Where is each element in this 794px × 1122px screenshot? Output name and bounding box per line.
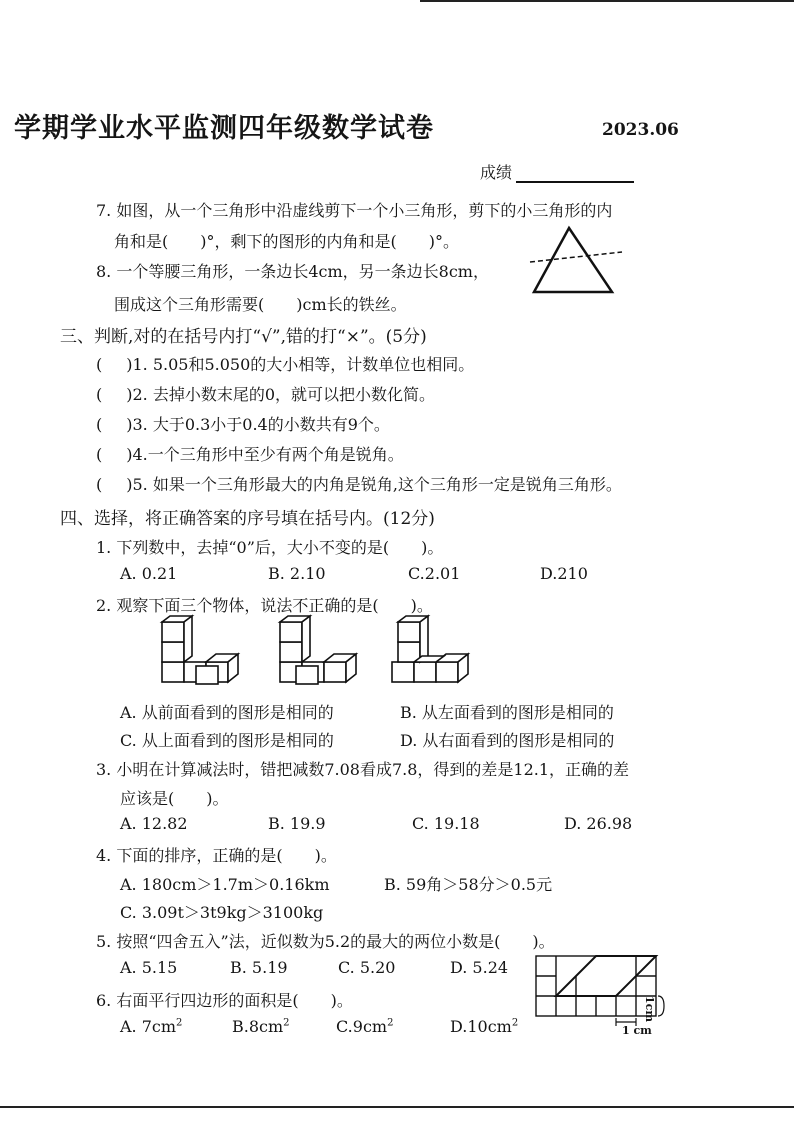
choice-q3-option-a: A. 12.82 [120, 814, 188, 833]
score-blank [516, 167, 634, 183]
choice-q5-option-d: D. 5.24 [450, 958, 509, 977]
choice-q1-option-c: C.2.01 [408, 564, 461, 583]
cut-triangle-figure [524, 224, 624, 296]
q8-line2: 围成这个三角形需要( )cm长的铁丝。 [114, 295, 407, 314]
choice-q1-stem: 1. 下列数中，去掉“0”后，大小不变的是( )。 [96, 538, 444, 557]
choice-q5-option-b: B. 5.19 [230, 958, 288, 977]
choice-q3-option-d: D. 26.98 [564, 814, 633, 833]
answer-paren: ( [96, 355, 103, 374]
choice-q5-option-a: A. 5.15 [120, 958, 178, 977]
q8-line1: 8. 一个等腰三角形，一条边长4cm，另一条边长8cm， [96, 262, 489, 281]
page-title: 学期学业水平监测四年级数学试卷 [14, 113, 434, 144]
top-rule [420, 0, 794, 2]
score-label: 成绩 [480, 163, 513, 182]
choice-q2-option-d: D. 从右面看到的图形是相同的 [400, 731, 615, 750]
answer-paren: ( [96, 475, 103, 494]
judge-item [96, 412, 390, 435]
choice-q2-option-a: A. 从前面看到的图形是相同的 [120, 703, 334, 722]
choice-q6-option-d: $D.10cm^2$ [450, 1017, 519, 1036]
choice-q6-option-c: $C.9cm^2$ [336, 1017, 394, 1036]
choice-q6-option-a: A. $7cm^2$ [120, 1017, 183, 1036]
judge-text: )3. 大于0.3小于0.4的小数共有9个。 [126, 415, 390, 434]
section-choice-heading: 四、选择，将正确答案的序号填在括号内。(12分) [60, 509, 435, 529]
answer-paren: ( [96, 445, 103, 464]
cube-figure-2 [276, 620, 366, 686]
choice-q3-option-b: B. 19.9 [268, 814, 326, 833]
q7-line1: 7. 如图，从一个三角形中沿虚线剪下一个小三角形，剪下的小三角形的内 [96, 201, 613, 220]
choice-q6-option-b: $B.8cm^2$ [232, 1017, 290, 1036]
answer-paren: ( [96, 415, 103, 434]
choice-q3-option-c: C. 19.18 [412, 814, 480, 833]
score-field [480, 160, 634, 183]
q7-line2: 角和是( )°，剩下的图形的内角和是( )°。 [114, 232, 459, 251]
choice-q4-stem: 4. 下面的排序，正确的是( )。 [96, 846, 337, 865]
judge-item [96, 472, 622, 495]
choice-q5-stem: 5. 按照“四舍五入”法，近似数为5.2的最大的两位小数是( )。 [96, 932, 555, 951]
judge-text: )1. 5.05和5.050的大小相等，计数单位也相同。 [126, 355, 475, 374]
choice-q4-option-a: A. 180cm＞1.7m＞0.16km [120, 875, 330, 894]
choice-q1-option-d: D.210 [540, 564, 588, 583]
section-judge-heading: 三、判断,对的在括号内打“√”,错的打“×”。(5分) [60, 327, 427, 347]
choice-q4-option-b: B. 59角＞58分＞0.5元 [384, 875, 553, 894]
answer-paren: ( [96, 385, 103, 404]
choice-q2-option-b: B. 从左面看到的图形是相同的 [400, 703, 614, 722]
judge-item [96, 442, 404, 465]
judge-item [96, 382, 435, 405]
choice-q2-option-c: C. 从上面看到的图形是相同的 [120, 731, 334, 750]
choice-q1-option-b: B. 2.10 [268, 564, 326, 583]
bottom-rule [0, 1106, 794, 1108]
exam-date: 2023.06 [602, 120, 679, 140]
choice-q2-stem: 2. 观察下面三个物体，说法不正确的是( )。 [96, 596, 433, 615]
judge-text: )2. 去掉小数末尾的0，就可以把小数化简。 [126, 385, 436, 404]
choice-q6-stem: 6. 右面平行四边形的面积是( )。 [96, 991, 353, 1010]
choice-q3-line1: 3. 小明在计算减法时，错把减数7.08看成7.8，得到的差是12.1，正确的差 [96, 760, 630, 779]
judge-item [96, 352, 474, 375]
judge-text: )4.一个三角形中至少有两个角是锐角。 [126, 445, 404, 464]
choice-q3-line2: 应该是( )。 [120, 789, 229, 808]
judge-text: )5. 如果一个三角形最大的内角是锐角,这个三角形一定是锐角三角形。 [126, 475, 622, 494]
choice-q4-option-c: C. 3.09t＞3t9kg＞3100kg [120, 903, 324, 922]
cube-figure-3 [388, 620, 478, 686]
choice-q5-option-c: C. 5.20 [338, 958, 396, 977]
choice-q1-option-a: A. 0.21 [120, 564, 178, 583]
grid-side-label: 1cm [643, 996, 656, 1022]
grid-bottom-label: 1 cm [622, 1024, 652, 1037]
cube-figure-1 [158, 620, 248, 686]
